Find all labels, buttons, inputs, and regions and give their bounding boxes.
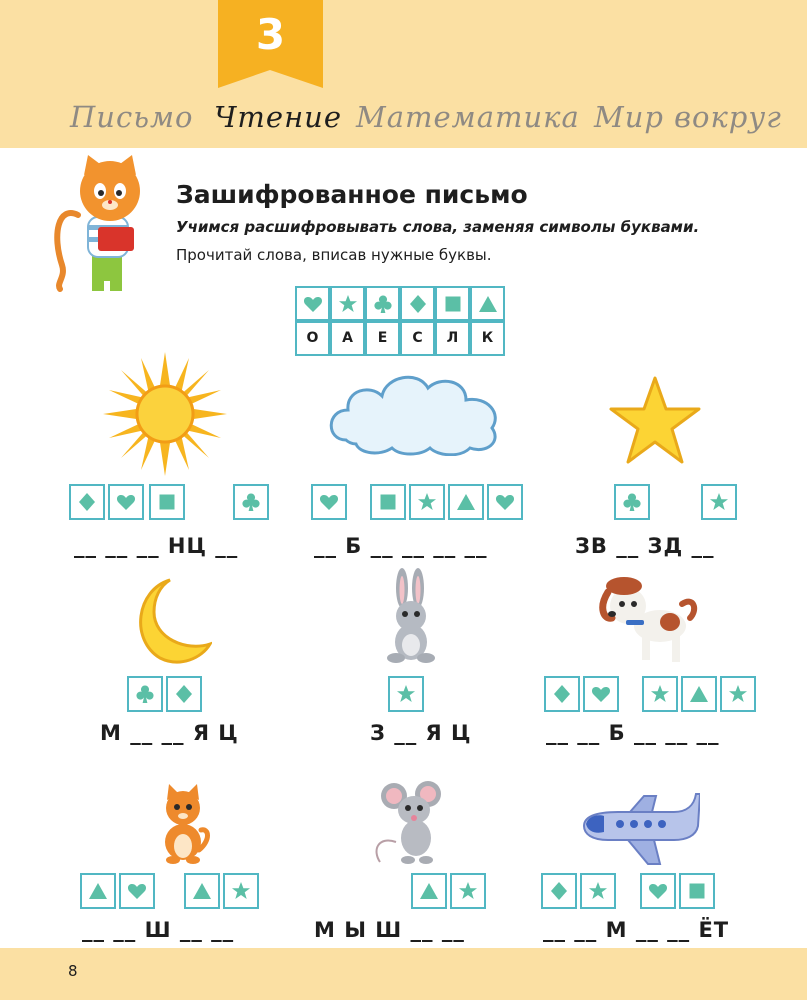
dog-icon [598, 574, 704, 670]
star-icon [468, 891, 488, 911]
square-icon [388, 502, 408, 522]
square-icon [167, 502, 187, 522]
heart-icon [329, 502, 349, 522]
cipher-symbol-box [679, 873, 715, 909]
tab-world-around[interactable]: Мир вокруг [594, 100, 782, 134]
club-icon [632, 502, 652, 522]
cipher-symbol-box [544, 676, 580, 712]
kitten-icon [155, 780, 211, 864]
star-icon [427, 502, 447, 522]
lesson-ribbon [218, 0, 323, 88]
diamond-icon [559, 891, 579, 911]
answer-line-moon[interactable]: М __ __ Я Ц [100, 721, 239, 745]
star-icon [406, 694, 426, 714]
key-letter-cell: Е [365, 321, 400, 356]
cipher-symbol-box [388, 676, 424, 712]
cipher-symbol-box [487, 484, 523, 520]
answer-line-dog[interactable]: __ __ Б __ __ __ [546, 721, 720, 745]
cipher-symbol-box [370, 484, 406, 520]
cipher-symbol-box [223, 873, 259, 909]
tab-reading[interactable]: Чтение [214, 100, 343, 134]
exercise-title: Зашифрованное письмо [176, 180, 528, 209]
cipher-symbol-box [233, 484, 269, 520]
diamond-icon [562, 694, 582, 714]
cipher-symbol-box [149, 484, 185, 520]
star-icon [738, 694, 758, 714]
star-icon [241, 891, 261, 911]
cipher-symbol-box [108, 484, 144, 520]
cipher-symbol-box [184, 873, 220, 909]
answer-line-sun[interactable]: __ __ __ НЦ __ [74, 534, 239, 558]
cipher-symbol-box [720, 676, 756, 712]
cipher-symbol-box [614, 484, 650, 520]
answer-line-hare[interactable]: З __ Я Ц [370, 721, 472, 745]
sun-icon [103, 352, 227, 476]
cipher-symbol-box [450, 873, 486, 909]
cipher-symbol-box [681, 676, 717, 712]
diamond-icon [184, 694, 204, 714]
key-symbol-cell [365, 286, 400, 321]
club-icon [251, 502, 271, 522]
club-icon [145, 694, 165, 714]
heart-icon [658, 891, 678, 911]
triangle-icon [699, 694, 719, 714]
cat-mascot-illustration [48, 155, 152, 295]
mouse-icon [370, 776, 442, 866]
key-letter-cell: С [400, 321, 435, 356]
key-symbol-cell [435, 286, 470, 321]
footer-band [0, 948, 807, 1000]
tab-math[interactable]: Математика [356, 100, 580, 134]
cipher-symbol-box [311, 484, 347, 520]
exercise-instruction: Прочитай слова, вписав нужные буквы. [176, 246, 492, 264]
key-symbol-cell [400, 286, 435, 321]
answer-line-mouse[interactable]: М Ы Ш __ __ [314, 918, 465, 942]
star-icon [660, 694, 680, 714]
airplane-icon [578, 786, 700, 866]
key-letter-cell: О [295, 321, 330, 356]
cipher-symbol-box [583, 676, 619, 712]
heart-icon [505, 502, 525, 522]
triangle-icon [466, 502, 486, 522]
hare-icon [384, 568, 438, 664]
key-letter-cell: А [330, 321, 365, 356]
cipher-symbol-box [541, 873, 577, 909]
answer-line-cloud[interactable]: __ Б __ __ __ __ [314, 534, 488, 558]
key-symbol-cell [295, 286, 330, 321]
star-icon [719, 502, 739, 522]
diamond-icon [87, 502, 107, 522]
answer-line-star[interactable]: ЗВ __ ЗД __ [575, 534, 715, 558]
key-letter-cell: Л [435, 321, 470, 356]
cipher-symbol-box [119, 873, 155, 909]
cipher-symbol-box [411, 873, 447, 909]
star-icon [609, 376, 701, 464]
cipher-symbol-box [80, 873, 116, 909]
cloud-icon [326, 370, 504, 456]
lesson-number: 3 [255, 10, 286, 59]
triangle-icon [98, 891, 118, 911]
cipher-symbol-box [701, 484, 737, 520]
moon-icon [130, 578, 212, 664]
cipher-symbol-box [448, 484, 484, 520]
key-symbol-cell [330, 286, 365, 321]
triangle-icon [429, 891, 449, 911]
heart-icon [137, 891, 157, 911]
heart-icon [601, 694, 621, 714]
triangle-icon [202, 891, 222, 911]
subject-tabs [0, 100, 807, 144]
page-number: 8 [68, 962, 78, 980]
heart-icon [126, 502, 146, 522]
exercise-subtitle: Учимся расшифровывать слова, заменяя символы буквами. [176, 218, 700, 236]
answer-line-airplane[interactable]: __ __ М __ __ ЁТ [543, 918, 730, 942]
key-letter-cell: К [470, 321, 505, 356]
key-symbol-cell [470, 286, 505, 321]
cipher-symbol-box [642, 676, 678, 712]
cipher-symbol-box [580, 873, 616, 909]
star-icon [598, 891, 618, 911]
tab-writing[interactable]: Письмо [70, 100, 194, 134]
cipher-symbol-box [69, 484, 105, 520]
cipher-symbol-box [127, 676, 163, 712]
answer-line-kitten[interactable]: __ __ Ш __ __ [82, 918, 235, 942]
cipher-symbol-box [640, 873, 676, 909]
square-icon [697, 891, 717, 911]
cipher-symbol-box [166, 676, 202, 712]
cipher-symbol-box [409, 484, 445, 520]
